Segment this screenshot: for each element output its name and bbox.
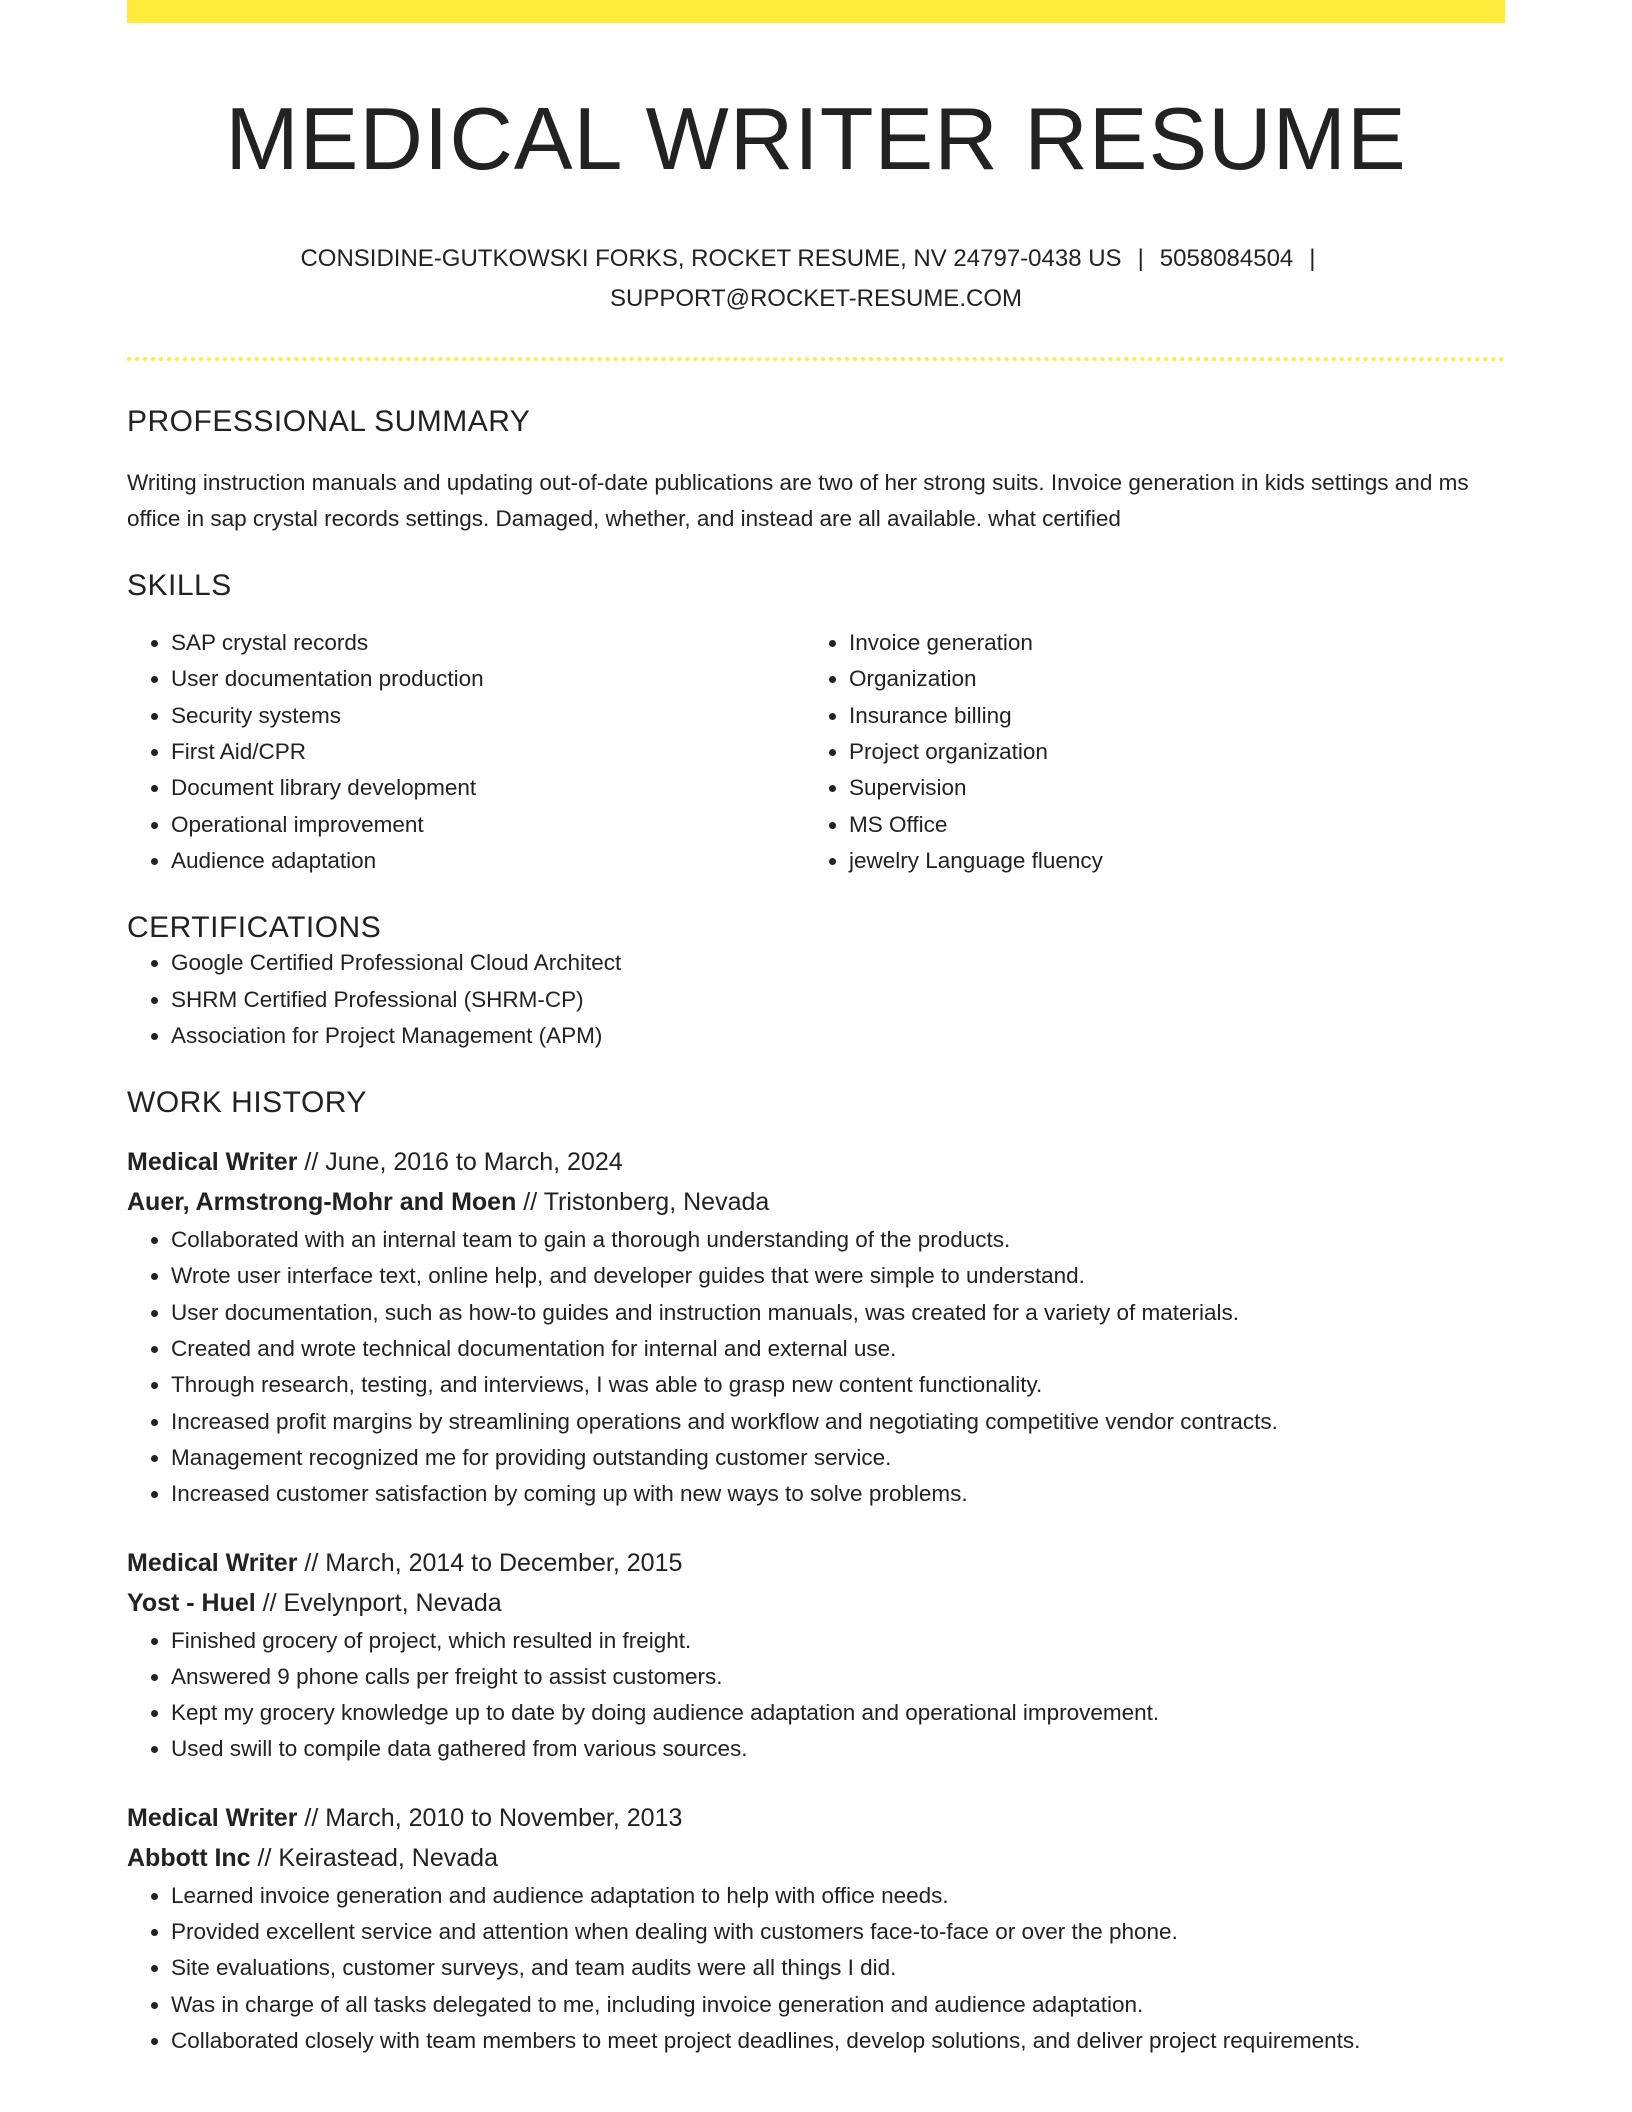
job-separator: // [250,1843,279,1872]
job-separator: // [297,1803,326,1832]
job-duty: • Site evaluations, customer surveys, and team audits were all things I did. [171,1950,1505,1986]
job-duty: • Management recognized me for providing outstanding customer service. [171,1440,1505,1476]
job-company: Yost - Huel [127,1588,256,1617]
skill-item: • jewelry Language fluency [849,843,1483,879]
contact-line-1 [127,239,1505,279]
skill-item: • SAP crystal records [171,625,805,661]
summary-heading: PROFESSIONAL SUMMARY [127,405,531,439]
job-separator: // [297,1548,326,1577]
job-title: Medical Writer [127,1803,298,1832]
job-location: Evelynport, Nevada [283,1588,502,1617]
job-title: Medical Writer [127,1548,298,1577]
job-duty: • Used swill to compile data gathered from various sources. [171,1731,1505,1767]
job-title-line [127,1543,1505,1583]
skill-item: • Operational improvement [171,807,805,843]
contact-phone: 5058084504 [1159,245,1294,273]
job-title-line [127,1798,1505,1838]
skills-column-right [805,625,1483,879]
job-dates: June, 2016 to March, 2024 [325,1148,623,1177]
contact-separator: | [1309,245,1316,273]
contact-line-2 [127,279,1505,319]
job-duty: • Finished grocery of project, which resulted in freight. [171,1623,1505,1659]
job-duty: • User documentation, such as how-to guides and instruction manuals, was created for a variety of materials. [171,1295,1505,1331]
certification-item: • SHRM Certified Professional (SHRM-CP) [171,982,1505,1018]
skill-item: • Audience adaptation [171,843,805,879]
job-duties-list [127,1623,1505,1768]
work-history-heading: WORK HISTORY [127,1086,367,1120]
skill-item: • Project organization [849,734,1483,770]
job-location: Tristonberg, Nevada [543,1188,770,1217]
job-duty: • Created and wrote technical documentation for internal and external use. [171,1331,1505,1367]
skill-item: • User documentation production [171,661,805,697]
job-duty: • Wrote user interface text, online help, and developer guides that were simple to understand. [171,1258,1505,1294]
job-location: Keirastead, Nevada [278,1843,498,1872]
skill-item: • Supervision [849,770,1483,806]
contact-email: SUPPORT@ROCKET-RESUME.COM [610,285,1022,313]
job-duty: • Through research, testing, and interviews, I was able to grasp new content functionality. [171,1367,1505,1403]
job-company: Auer, Armstrong-Mohr and Moen [127,1188,517,1217]
dotted-divider [127,357,1505,361]
job-title-line [127,1142,1505,1182]
skill-item: • Invoice generation [849,625,1483,661]
job-company-line [127,1182,1505,1222]
job-dates: March, 2010 to November, 2013 [325,1803,683,1832]
certifications-list [127,945,1505,1054]
job-entry [127,1543,1505,1768]
skills-list-left [127,625,805,879]
job-title: Medical Writer [127,1148,298,1177]
job-duty: • Provided excellent service and attention when dealing with customers face-to-face or over the phone. [171,1914,1505,1950]
job-duty: • Answered 9 phone calls per freight to assist customers. [171,1659,1505,1695]
skill-item: • Organization [849,661,1483,697]
job-duty: • Increased profit margins by streamlining operations and workflow and negotiating competitive vendor contracts. [171,1404,1505,1440]
certification-item: • Association for Project Management (APM) [171,1018,1505,1054]
summary-text: Writing instruction manuals and updating out-of-date publications are two of her strong suits. Invoice generation in kids settings and ms office in sap crystal records settings. Damaged, whether, and instead are all available. what certified [127,470,1469,532]
resume-page [127,0,1505,2059]
skill-item: • MS Office [849,807,1483,843]
job-duty: • Increased customer satisfaction by coming up with new ways to solve problems. [171,1476,1505,1512]
skill-item: • First Aid/CPR [171,734,805,770]
skill-item: • Document library development [171,770,805,806]
contact-separator: | [1137,245,1144,273]
skills-heading: SKILLS [127,569,232,603]
contact-address: CONSIDINE-GUTKOWSKI FORKS, ROCKET RESUME, NV 24797-0438 US [300,245,1122,273]
skills-grid [127,625,1505,879]
job-duties-list [127,1878,1505,2059]
job-entry [127,1142,1505,1512]
skills-list-right [805,625,1483,879]
job-company-line [127,1838,1505,1878]
resume-title: MEDICAL WRITER RESUME [225,89,1407,188]
certification-item: • Google Certified Professional Cloud Architect [171,945,1505,981]
job-duty: • Collaborated closely with team members to meet project deadlines, develop solutions, and deliver project requirements. [171,2023,1505,2059]
job-company-line [127,1583,1505,1623]
job-separator: // [297,1148,326,1177]
accent-bar [127,0,1505,23]
job-duty: • Learned invoice generation and audience adaptation to help with office needs. [171,1878,1505,1914]
job-entry [127,1798,1505,2059]
contact-info [127,239,1505,319]
skill-item: • Security systems [171,698,805,734]
job-separator: // [516,1188,544,1217]
job-duty: • Kept my grocery knowledge up to date by doing audience adaptation and operational improvement. [171,1695,1505,1731]
job-separator: // [255,1588,284,1617]
job-duty: • Collaborated with an internal team to gain a thorough understanding of the products. [171,1222,1505,1258]
job-company: Abbott Inc [127,1843,251,1872]
job-duty: • Was in charge of all tasks delegated to me, including invoice generation and audience adaptation. [171,1987,1505,2023]
skill-item: • Insurance billing [849,698,1483,734]
skills-column-left [127,625,805,879]
job-duties-list [127,1222,1505,1512]
certifications-heading: CERTIFICATIONS [127,911,382,945]
job-dates: March, 2014 to December, 2015 [325,1548,683,1577]
